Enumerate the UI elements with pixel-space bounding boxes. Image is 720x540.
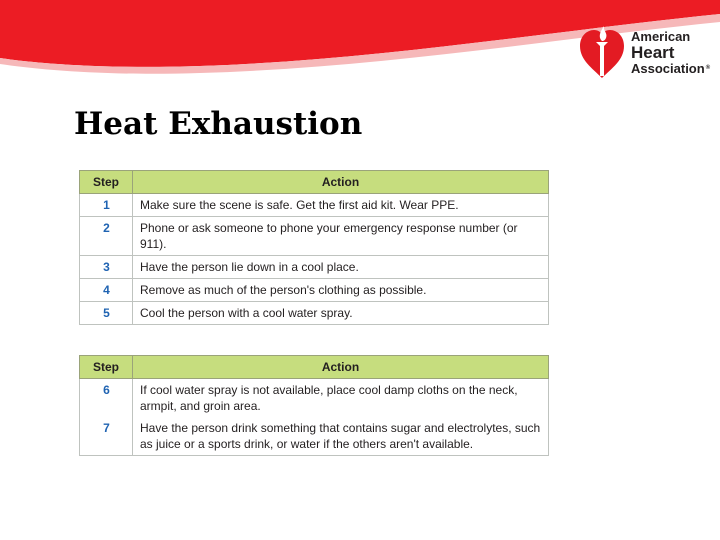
steps-table-2 [79,355,549,456]
column-header-step: Step [80,356,133,379]
step-action: If cool water spray is not available, place cool damp cloths on the neck, armpit, and groin area. [133,379,549,418]
column-header-step: Step [80,171,133,194]
heart-torch-icon [578,24,626,80]
step-action: Have the person lie down in a cool place. [133,256,549,279]
registered-mark: ® [705,65,711,71]
step-action: Cool the person with a cool water spray. [133,302,549,325]
table-row [80,302,549,325]
step-number: 1 [80,194,133,217]
table-row [80,217,549,256]
step-action: Make sure the scene is safe. Get the first aid kit. Wear PPE. [133,194,549,217]
step-number: 7 [80,417,133,456]
step-action: Remove as much of the person's clothing as possible. [133,279,549,302]
step-number: 2 [80,217,133,256]
table-row [80,279,549,302]
steps-table-1 [79,170,549,325]
table-row [80,256,549,279]
slide-title: Heat Exhaustion [74,106,363,142]
table-row [80,379,549,418]
logo-line-heart: Heart [631,43,675,62]
column-header-action: Action [133,171,549,194]
table-row [80,194,549,217]
table-row [80,417,549,456]
step-number: 4 [80,279,133,302]
column-header-action: Action [133,356,549,379]
logo-line-american: American [631,29,691,44]
step-number: 3 [80,256,133,279]
step-number: 5 [80,302,133,325]
aha-logo [578,24,718,82]
step-action: Have the person drink something that contains sugar and electrolytes, such as juice or a sports drink, or water if the others aren't available. [133,417,549,456]
step-action: Phone or ask someone to phone your emergency response number (or 911). [133,217,549,256]
logo-line-association: Association [631,61,705,76]
step-number: 6 [80,379,133,418]
